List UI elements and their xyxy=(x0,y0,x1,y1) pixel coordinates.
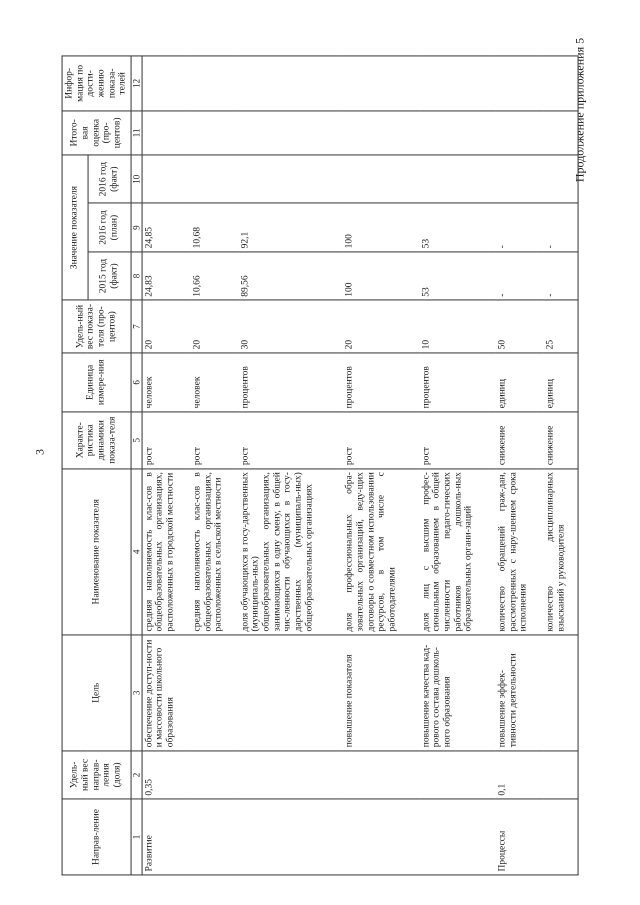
table-row xyxy=(343,56,419,875)
table-body xyxy=(142,56,578,875)
cell-total xyxy=(343,111,419,155)
cell-goal: повышение эффек-тивности деятельности xyxy=(496,635,544,751)
column-number: 10 xyxy=(131,155,142,203)
cell-total xyxy=(544,111,578,155)
cell-indicator: доля обучающихся в госу-дарственных (муниципаль-ных) общеобразовательных организациях, занимающихся в одну смену, в общей чис-ленности обучающихся в госу-дарственных (муниципаль-ных) общеобразовательных организациях xyxy=(238,469,343,635)
cell-2016-fact xyxy=(544,155,578,203)
cell-dynamics: рост xyxy=(238,412,343,469)
cell-dynamics: рост xyxy=(419,412,495,469)
cell-goal xyxy=(190,635,238,751)
header-indicator-weight: Удель-ный вес показа-теля (про-центов) xyxy=(62,300,131,353)
cell-indicator: доля профессиональных обра-зовательных организаций, веду-щих договоры о совместном использовании ресурсов, в том числе с работодателями xyxy=(343,469,419,635)
header-direction-weight: Удель-ный вес направ-ления (доля) xyxy=(62,751,131,799)
cell-weight: 50 xyxy=(496,300,544,353)
cell-2015-fact: - xyxy=(496,252,544,300)
header-total: Итого-вая оценка (про-центов) xyxy=(62,111,131,155)
cell-2015-fact: 10,66 xyxy=(190,252,238,300)
cell-direction-weight: 0,1 xyxy=(496,751,544,799)
cell-direction-weight xyxy=(343,751,419,799)
cell-direction xyxy=(343,799,419,875)
header-2016-plan: 2016 год (план) xyxy=(88,203,131,251)
cell-2016-fact xyxy=(343,155,419,203)
cell-direction-weight xyxy=(544,751,578,799)
cell-2016-plan: 10,68 xyxy=(190,203,238,251)
cell-dynamics: рост xyxy=(343,412,419,469)
header-goal: Цель xyxy=(62,635,131,751)
cell-total xyxy=(142,111,191,155)
cell-info xyxy=(238,56,343,111)
cell-weight: 20 xyxy=(190,300,238,353)
column-number-row xyxy=(131,56,142,875)
table-row xyxy=(544,56,578,875)
cell-dynamics: снижение xyxy=(544,412,578,469)
column-number: 6 xyxy=(131,353,142,412)
header-direction: Направ-ление xyxy=(62,799,131,875)
cell-indicator: количество дисциплинарных взысканий у руководителя xyxy=(544,469,578,635)
continuation-label: Продолжение приложения 5 xyxy=(572,37,587,183)
column-number: 7 xyxy=(131,300,142,353)
cell-2016-fact xyxy=(190,155,238,203)
cell-unit: единиц xyxy=(496,353,544,412)
indicator-table xyxy=(62,55,579,875)
cell-2015-fact: 53 xyxy=(419,252,495,300)
cell-2016-plan: 92,1 xyxy=(238,203,343,251)
cell-unit: человек xyxy=(190,353,238,412)
cell-unit: единиц xyxy=(544,353,578,412)
cell-2016-plan: - xyxy=(496,203,544,251)
cell-total xyxy=(496,111,544,155)
cell-total xyxy=(190,111,238,155)
column-number: 8 xyxy=(131,252,142,300)
column-number: 2 xyxy=(131,751,142,799)
cell-info xyxy=(190,56,238,111)
cell-indicator: количество обращений граж-дан, рассмотренных с нару-шением срока исполнения xyxy=(496,469,544,635)
cell-2016-plan: 100 xyxy=(343,203,419,251)
header-2015-fact: 2015 год (факт) xyxy=(88,252,131,300)
table-row xyxy=(238,56,343,875)
cell-weight: 25 xyxy=(544,300,578,353)
cell-unit: процентов xyxy=(419,353,495,412)
cell-goal: обеспечение доступ-ности и массовости школьного образования xyxy=(142,635,191,751)
cell-direction xyxy=(544,799,578,875)
column-number: 1 xyxy=(131,799,142,875)
cell-weight: 20 xyxy=(142,300,191,353)
header-info: Инфор-мация по дости-жению показа-телей xyxy=(62,56,131,111)
header-dynamics: Характе-ристика динамики показа-теля xyxy=(62,412,131,469)
cell-indicator: доля лиц с высшим профес-сиональным образованием в общей численности педаго-гических работников дошколь-ных образовательных органи-заций xyxy=(419,469,495,635)
cell-goal xyxy=(238,635,343,751)
cell-unit: человек xyxy=(142,353,191,412)
cell-direction-weight xyxy=(238,751,343,799)
column-number: 9 xyxy=(131,203,142,251)
header-2016-fact: 2016 год (факт) xyxy=(88,155,131,203)
header-values-group: Значение показателя xyxy=(62,155,88,300)
header-unit: Единица измере-ния xyxy=(62,353,131,412)
column-number: 5 xyxy=(131,412,142,469)
page-number: 3 xyxy=(32,449,47,455)
cell-info xyxy=(419,56,495,111)
cell-weight: 30 xyxy=(238,300,343,353)
column-number: 3 xyxy=(131,635,142,751)
cell-total xyxy=(419,111,495,155)
cell-direction-weight xyxy=(190,751,238,799)
cell-2015-fact: 24,83 xyxy=(142,252,191,300)
cell-indicator: средняя наполняемость клас-сов в общеобразовательных организациях, расположенных в сельской местности xyxy=(190,469,238,635)
cell-direction-weight xyxy=(419,751,495,799)
cell-dynamics: рост xyxy=(142,412,191,469)
cell-dynamics: рост xyxy=(190,412,238,469)
cell-goal xyxy=(544,635,578,751)
cell-weight: 20 xyxy=(343,300,419,353)
cell-dynamics: снижение xyxy=(496,412,544,469)
column-number: 4 xyxy=(131,469,142,635)
table-row xyxy=(496,56,544,875)
cell-2015-fact: 89,56 xyxy=(238,252,343,300)
table-row xyxy=(419,56,495,875)
cell-unit: процентов xyxy=(238,353,343,412)
cell-2016-fact xyxy=(142,155,191,203)
cell-weight: 10 xyxy=(419,300,495,353)
cell-2016-plan: 53 xyxy=(419,203,495,251)
cell-direction xyxy=(419,799,495,875)
cell-info xyxy=(496,56,544,111)
cell-info xyxy=(343,56,419,111)
cell-2015-fact: - xyxy=(544,252,578,300)
cell-direction xyxy=(238,799,343,875)
cell-2016-plan: - xyxy=(544,203,578,251)
cell-direction: Развитие xyxy=(142,799,191,875)
cell-info xyxy=(142,56,191,111)
cell-direction-weight: 0,35 xyxy=(142,751,191,799)
column-number: 12 xyxy=(131,56,142,111)
cell-direction xyxy=(190,799,238,875)
cell-2016-plan: 24,85 xyxy=(142,203,191,251)
table-row xyxy=(190,56,238,875)
table-row xyxy=(142,56,191,875)
cell-info xyxy=(544,56,578,111)
cell-unit: процентов xyxy=(343,353,419,412)
cell-total xyxy=(238,111,343,155)
column-number: 11 xyxy=(131,111,142,155)
cell-2016-fact xyxy=(238,155,343,203)
cell-goal: повышение показателя xyxy=(343,635,419,751)
cell-2015-fact: 100 xyxy=(343,252,419,300)
cell-2016-fact xyxy=(419,155,495,203)
cell-goal: повышение качества кад-рового состава дошколь-ного образования xyxy=(419,635,495,751)
cell-2016-fact xyxy=(496,155,544,203)
cell-indicator: средняя наполняемость клас-сов в общеобразовательных организациях, расположенных в городской местности xyxy=(142,469,191,635)
cell-direction: Процессы xyxy=(496,799,544,875)
header-indicator-name: Наименование показателя xyxy=(62,469,131,635)
